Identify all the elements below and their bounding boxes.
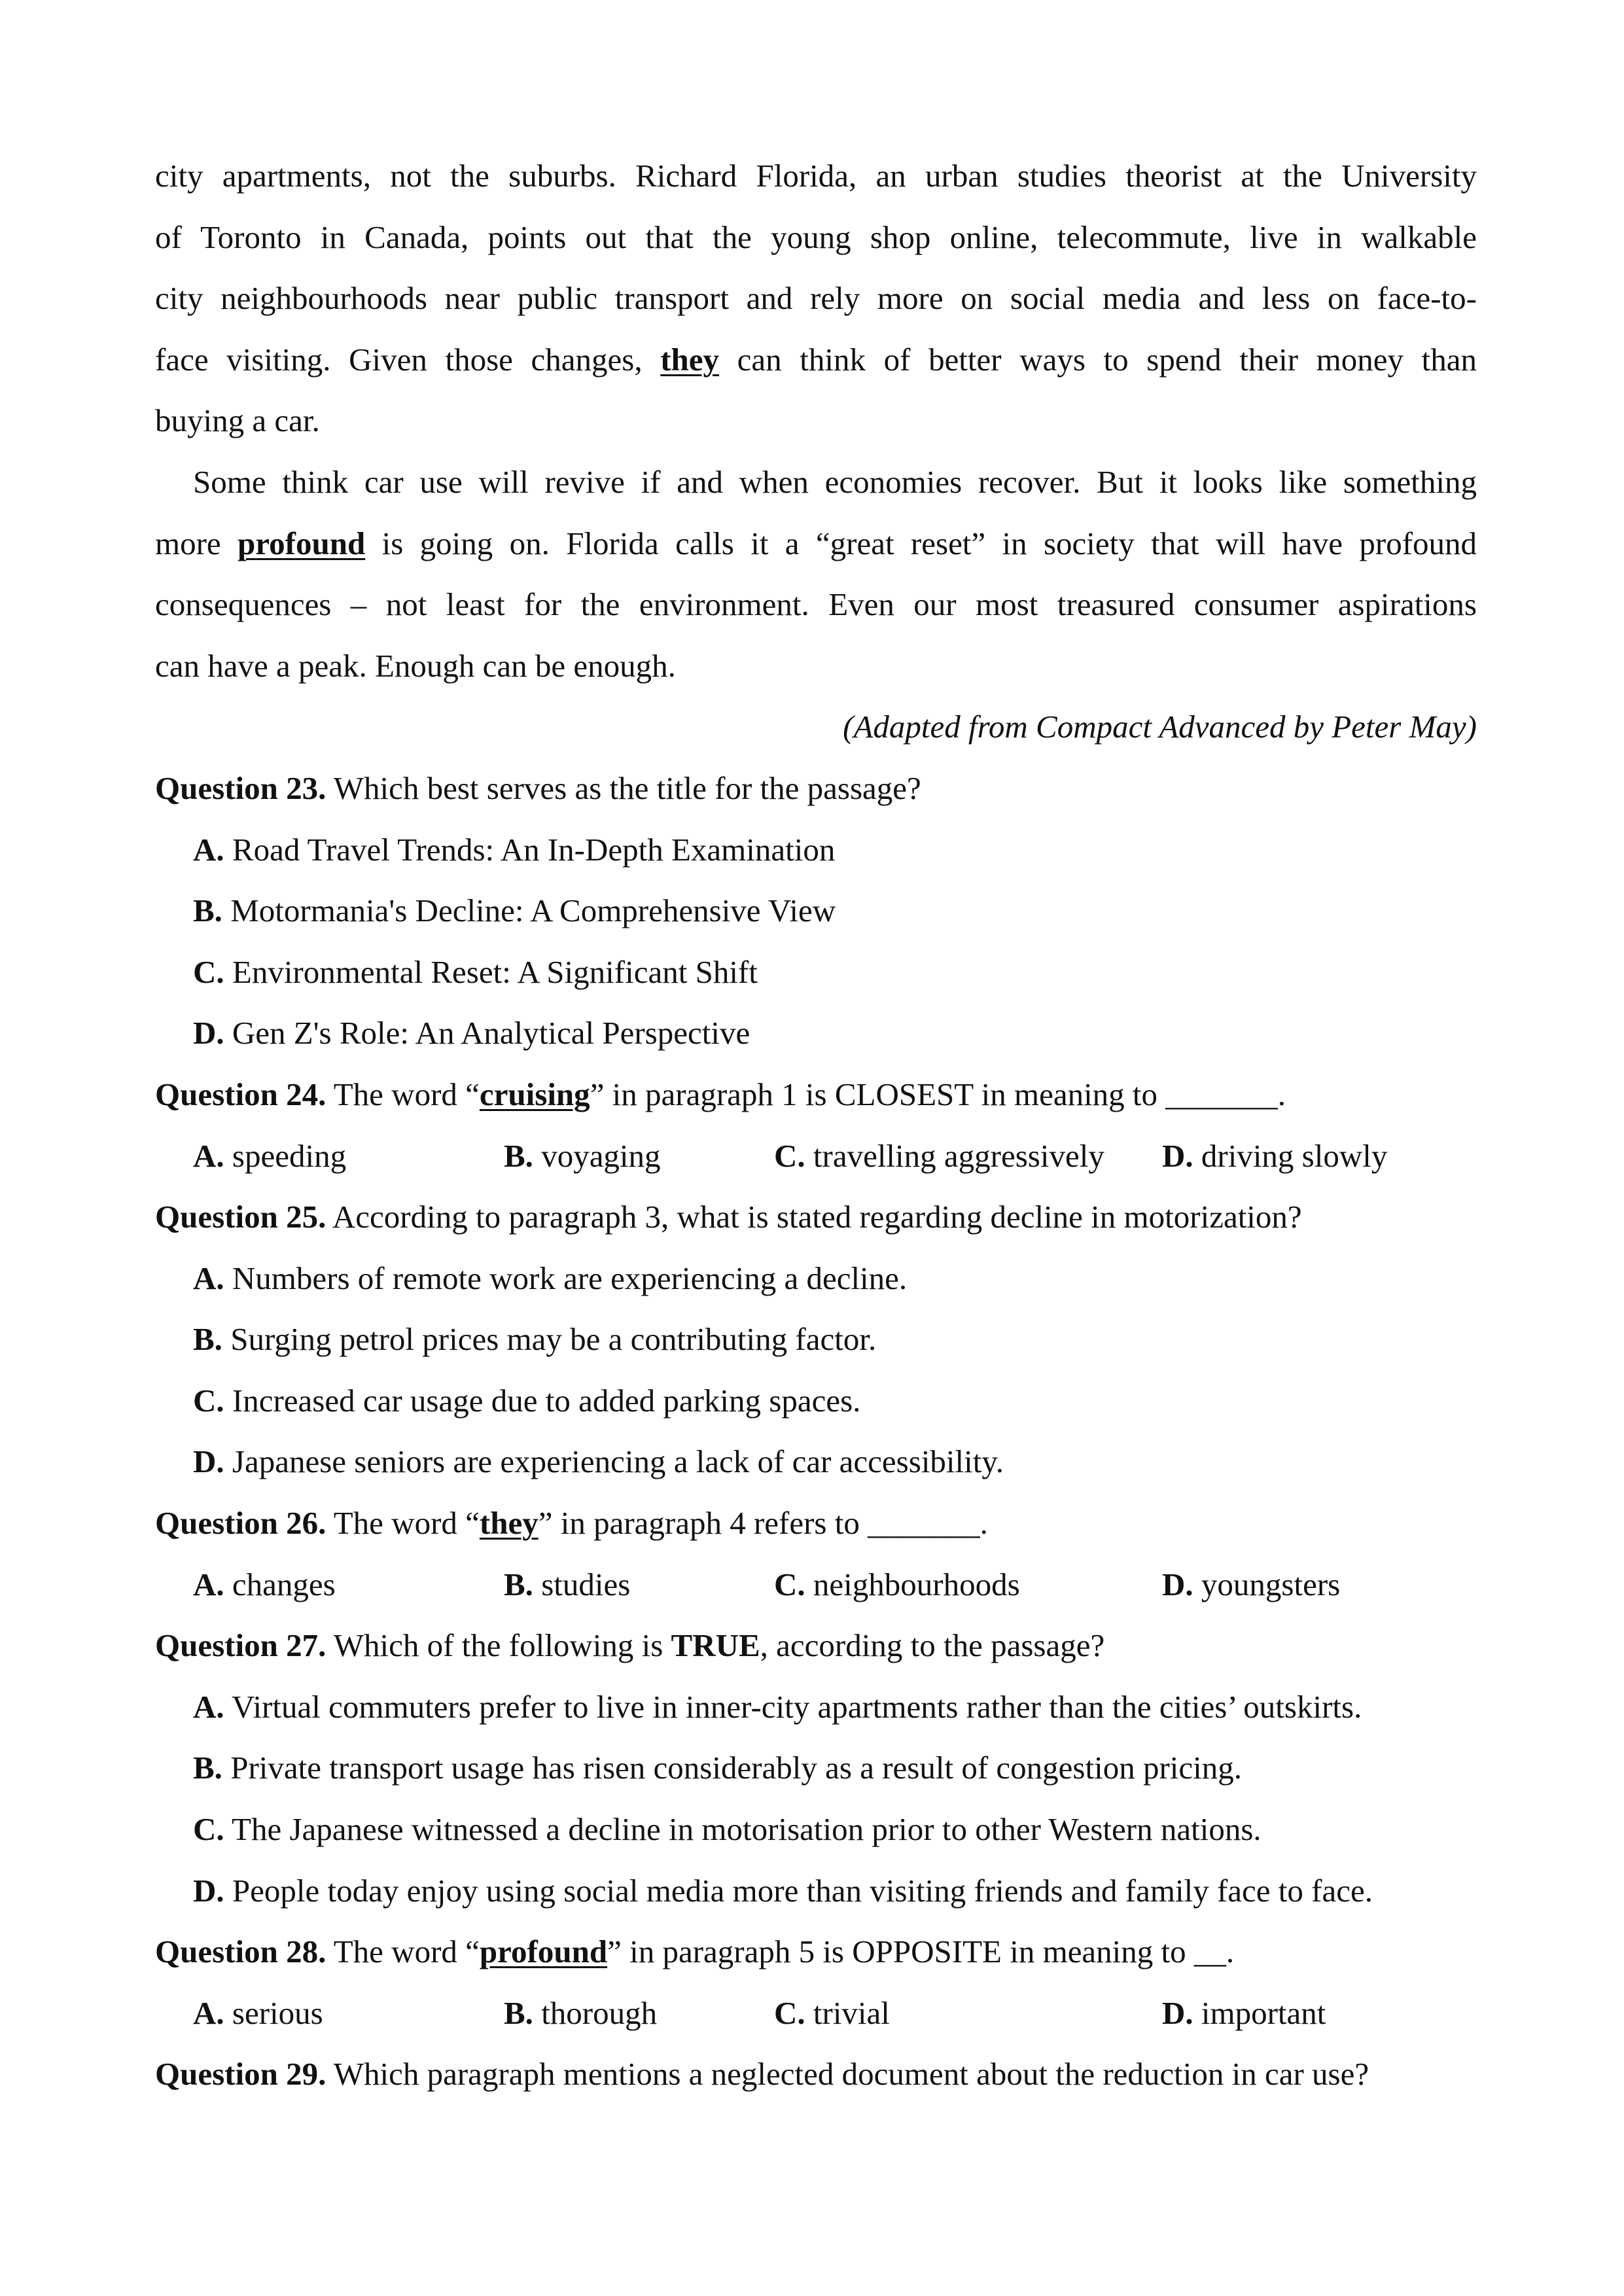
paragraph-line: city neighbourhoods near public transport and rely more on social media and less on face-to-: [155, 280, 1477, 317]
option-letter: D.: [1162, 1137, 1193, 1174]
option-letter: D.: [193, 1872, 224, 1909]
option-text: Virtual commuters prefer to live in inner-city apartments rather than the cities’ outskirts.: [232, 1688, 1362, 1725]
paragraph-text: is going on. Florida calls it a “great reset” in society that will have profound: [381, 525, 1477, 561]
question-keyword: cruising: [479, 1076, 590, 1112]
option-d[interactable]: [155, 1002, 1477, 1064]
option-letter: C.: [774, 1566, 805, 1602]
question-24: [155, 1064, 1477, 1186]
options-row: [155, 1125, 1477, 1187]
question-label: Question 24.: [155, 1076, 327, 1112]
question-28: [155, 1921, 1477, 2043]
question-label: Question 28.: [155, 1934, 327, 1970]
option-text: important: [1201, 1994, 1326, 2031]
question-label: Question 29.: [155, 2056, 327, 2093]
question-27: [155, 1615, 1477, 1921]
option-letter: A.: [193, 831, 224, 868]
option-text: trivial: [813, 1994, 890, 2031]
question-text: The word “: [333, 1076, 480, 1112]
option-a[interactable]: [155, 1248, 1477, 1309]
paragraph-line: buying a car.: [155, 402, 320, 439]
option-text: The Japanese witnessed a decline in motorisation prior to other Western nations.: [232, 1811, 1262, 1848]
paragraph-text: can think of better ways to spend their money than: [737, 341, 1477, 378]
option-letter: A.: [193, 1137, 224, 1174]
question-stem: [155, 758, 1477, 819]
question-stem: [155, 1186, 1477, 1248]
exam-page: [155, 145, 1477, 2105]
option-d[interactable]: [1162, 1983, 1326, 2044]
question-label: Question 23.: [155, 769, 327, 806]
option-letter: D.: [193, 1015, 224, 1051]
option-letter: A.: [193, 1994, 224, 2031]
question-text: Which paragraph mentions a neglected document about the reduction in car use?: [333, 2056, 1369, 2093]
option-a[interactable]: [155, 819, 1477, 881]
source-citation: (Adapted from Compact Advanced by Peter May): [843, 709, 1477, 745]
question-stem: [155, 2043, 1477, 2105]
question-25: [155, 1186, 1477, 1492]
paragraph-line: Some think car use will revive if and when economies recover. But it looks like something: [193, 463, 1477, 500]
option-text: speeding: [232, 1137, 347, 1174]
option-text: serious: [232, 1994, 323, 2031]
option-d[interactable]: [155, 1860, 1477, 1922]
question-emphasis: TRUE: [671, 1627, 760, 1664]
question-23: [155, 758, 1477, 1064]
question-keyword: they: [479, 1505, 538, 1542]
paragraph-line: [155, 329, 1477, 391]
option-text: thorough: [541, 1994, 658, 2031]
option-text: changes: [232, 1566, 336, 1602]
option-letter: B.: [193, 1321, 222, 1358]
option-letter: B.: [504, 1994, 533, 2031]
option-text: Environmental Reset: A Significant Shift: [232, 953, 758, 990]
option-b[interactable]: [504, 1554, 774, 1616]
option-text: Gen Z's Role: An Analytical Perspective: [232, 1015, 750, 1051]
option-b[interactable]: [155, 880, 1477, 942]
option-letter: C.: [193, 953, 224, 990]
option-text: Numbers of remote work are experiencing a decline.: [232, 1260, 908, 1296]
paragraph-line: city apartments, not the suburbs. Richard Florida, an urban studies theorist at the University: [155, 158, 1477, 194]
option-c[interactable]: [155, 1799, 1477, 1860]
option-text: voyaging: [541, 1137, 661, 1174]
question-text: , according to the passage?: [760, 1627, 1105, 1664]
option-b[interactable]: [504, 1983, 774, 2044]
option-text: youngsters: [1201, 1566, 1341, 1602]
paragraph-line: can have a peak. Enough can be enough.: [155, 647, 676, 684]
option-a[interactable]: [193, 1554, 504, 1616]
option-c[interactable]: [774, 1554, 1162, 1616]
paragraph-text: face visiting. Given those changes,: [155, 341, 643, 378]
question-stem: [155, 1921, 1477, 1983]
option-c[interactable]: [774, 1125, 1162, 1187]
option-c[interactable]: [774, 1983, 1162, 2044]
option-d[interactable]: [155, 1431, 1477, 1492]
option-b[interactable]: [155, 1309, 1477, 1370]
option-text: travelling aggressively: [813, 1137, 1104, 1174]
option-text: studies: [541, 1566, 631, 1602]
option-letter: C.: [774, 1137, 805, 1174]
option-a[interactable]: [155, 1676, 1477, 1738]
question-text: The word “: [333, 1505, 480, 1542]
question-keyword: profound: [479, 1934, 608, 1970]
option-text: Increased car usage due to added parking spaces.: [232, 1382, 861, 1419]
option-text: Motormania's Decline: A Comprehensive View: [230, 892, 836, 929]
option-letter: B.: [193, 1750, 222, 1786]
question-stem: [155, 1615, 1477, 1676]
paragraph-4: [155, 145, 1477, 451]
question-label: Question 25.: [155, 1199, 327, 1235]
option-letter: C.: [774, 1994, 805, 2031]
option-letter: D.: [1162, 1994, 1193, 2031]
question-text: The word “: [333, 1934, 480, 1970]
option-d[interactable]: [1162, 1125, 1387, 1187]
option-d[interactable]: [1162, 1554, 1340, 1616]
option-letter: C.: [193, 1382, 224, 1419]
option-letter: B.: [193, 892, 222, 929]
question-29: [155, 2043, 1477, 2105]
option-letter: D.: [193, 1443, 224, 1480]
option-letter: A.: [193, 1566, 224, 1602]
question-label: Question 27.: [155, 1627, 327, 1664]
question-stem: [155, 1064, 1477, 1125]
question-26: [155, 1492, 1477, 1615]
highlighted-word-they: they: [660, 341, 720, 378]
paragraph-line: [155, 513, 1477, 574]
option-a[interactable]: [193, 1983, 504, 2044]
option-text: neighbourhoods: [813, 1566, 1020, 1602]
question-text: Which of the following is: [333, 1627, 663, 1664]
option-letter: D.: [1162, 1566, 1193, 1602]
option-a[interactable]: [193, 1125, 504, 1187]
paragraph-5: [155, 451, 1477, 696]
option-text: People today enjoy using social media more than visiting friends and family face to face.: [232, 1872, 1373, 1909]
question-stem: [155, 1492, 1477, 1554]
question-text: According to paragraph 3, what is stated regarding decline in motorization?: [332, 1199, 1302, 1235]
question-text: Which best serves as the title for the passage?: [333, 769, 921, 806]
option-text: Road Travel Trends: An In-Depth Examination: [232, 831, 836, 868]
highlighted-word-profound: profound: [238, 525, 366, 561]
option-letter: B.: [504, 1566, 533, 1602]
option-c[interactable]: [155, 1370, 1477, 1432]
option-text: driving slowly: [1201, 1137, 1388, 1174]
option-letter: C.: [193, 1811, 224, 1848]
option-b[interactable]: [155, 1737, 1477, 1799]
option-b[interactable]: [504, 1125, 774, 1187]
option-letter: A.: [193, 1688, 224, 1725]
option-text: Surging petrol prices may be a contributing factor.: [230, 1321, 877, 1358]
paragraph-text: more: [155, 525, 221, 561]
option-text: Private transport usage has risen considerably as a result of congestion pricing.: [230, 1750, 1242, 1786]
question-text: ” in paragraph 4 refers to _______.: [538, 1505, 988, 1542]
options-row: [155, 1554, 1477, 1616]
paragraph-line: of Toronto in Canada, points out that the young shop online, telecommute, live in walkable: [155, 219, 1477, 255]
option-letter: A.: [193, 1260, 224, 1296]
question-text: ” in paragraph 1 is CLOSEST in meaning to _______.: [590, 1076, 1286, 1112]
question-text: ” in paragraph 5 is OPPOSITE in meaning to __.: [607, 1934, 1235, 1970]
option-c[interactable]: [155, 942, 1477, 1003]
paragraph-line: consequences – not least for the environment. Even our most treasured consumer aspirations: [155, 586, 1477, 623]
option-letter: B.: [504, 1137, 533, 1174]
options-row: [155, 1983, 1477, 2044]
question-label: Question 26.: [155, 1505, 327, 1542]
option-text: Japanese seniors are experiencing a lack of car accessibility.: [232, 1443, 1004, 1480]
